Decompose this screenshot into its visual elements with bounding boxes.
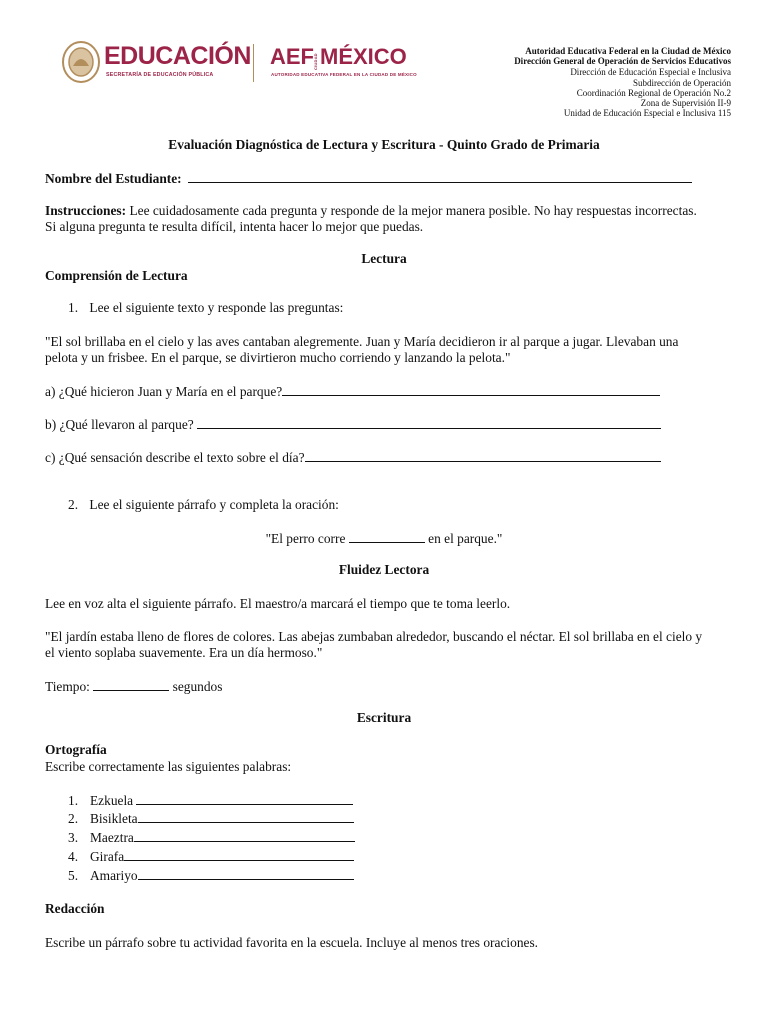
logo-educacion: EDUCACIÓN	[104, 42, 251, 70]
segundos-label: segundos	[172, 679, 223, 694]
question-1	[68, 300, 343, 317]
question-1-number: 1.	[68, 300, 79, 315]
word-answer-line[interactable]	[124, 848, 354, 861]
answer-c-line[interactable]	[305, 449, 661, 462]
word-text: Girafa	[90, 849, 125, 864]
word-answer-line[interactable]	[134, 829, 355, 842]
logo-aef-subtitle: AUTORIDAD EDUCATIVA FEDERAL EN LA CIUDAD DE MÉXICO	[271, 72, 417, 77]
word-number: 4.	[68, 849, 79, 864]
institution-line-5: Coordinación Regional de Operación No.2	[576, 88, 731, 98]
word-text: Maeztra	[90, 830, 134, 845]
redaccion-instructions: Escribe un párrafo sobre tu actividad favorita en la escuela. Incluye al menos tres oraciones.	[45, 935, 539, 950]
fluidez-instructions: Lee en voz alta el siguiente párrafo. El maestro/a marcará el tiempo que te toma leerlo.	[45, 596, 511, 611]
subsection-comprension: Comprensión de Lectura	[45, 268, 188, 283]
instructions-label: Instrucciones:	[45, 203, 127, 218]
question-2-sentence	[0, 530, 768, 548]
institution-line-6: Zona de Supervisión II-9	[640, 98, 731, 108]
passage-1-line-1: "El sol brillaba en el cielo y las aves cantaban alegremente. Juan y María decidieron ir al parque a jugar. Llevaban una	[45, 334, 679, 349]
question-a-text: a) ¿Qué hicieron Juan y María en el parque?	[45, 384, 283, 399]
word-text: Ezkuela	[90, 793, 134, 808]
question-a	[45, 383, 660, 401]
logo-aef: AEF	[270, 44, 314, 69]
word-item-3	[68, 829, 355, 847]
question-2-number: 2.	[68, 497, 79, 512]
institution-line-4: Subdirección de Operación	[633, 78, 731, 88]
subsection-ortografia: Ortografía	[45, 742, 107, 757]
institution-line-3: Dirección de Educación Especial e Inclusiva	[570, 67, 731, 77]
passage-2-line-1: "El jardín estaba lleno de flores de colores. Las abejas zumbaban alrededor, buscando el néctar. El sol brillaba en el cielo y	[45, 629, 703, 644]
section-fluidez: Fluidez Lectora	[338, 562, 430, 577]
word-answer-line[interactable]	[136, 792, 353, 805]
institution-line-7: Unidad de Educación Especial e Inclusiva 115	[563, 108, 731, 118]
answer-a-line[interactable]	[282, 383, 660, 396]
logo-educacion-subtitle: SECRETARÍA DE EDUCACIÓN PÚBLICA	[106, 72, 214, 78]
answer-b-line[interactable]	[197, 416, 661, 429]
instructions-line-1	[45, 203, 697, 220]
subsection-redaccion: Redacción	[45, 901, 105, 916]
logo-ciudad-small: CIUDAD	[313, 53, 318, 70]
student-name-line[interactable]	[188, 170, 692, 183]
section-lectura: Lectura	[361, 251, 407, 266]
word-item-5	[68, 867, 354, 885]
question-2-sentence-start: "El perro corre	[265, 531, 346, 546]
seal-icon	[61, 40, 101, 84]
word-number: 2.	[68, 811, 79, 826]
institution-line-1: Autoridad Educativa Federal en la Ciudad de México	[525, 46, 731, 56]
question-1-text: Lee el siguiente texto y responde las preguntas:	[89, 300, 344, 315]
instructions-text-1: Lee cuidadosamente cada pregunta y responde de la mejor manera posible. No hay respuestas incorrectas.	[129, 203, 697, 218]
institution-line-2: Dirección General de Operación de Servicios Educativos	[514, 56, 731, 66]
section-escritura: Escritura	[356, 710, 412, 725]
word-item-1	[68, 792, 353, 810]
word-item-2	[68, 810, 354, 828]
word-answer-line[interactable]	[138, 867, 354, 880]
student-name-label: Nombre del Estudiante:	[45, 171, 182, 186]
question-2-text: Lee el siguiente párrafo y completa la oración:	[89, 497, 339, 512]
word-number: 3.	[68, 830, 79, 845]
word-text: Bisikleta	[90, 811, 138, 826]
logo-divider	[253, 44, 254, 82]
ortografia-instructions: Escribe correctamente las siguientes palabras:	[45, 759, 292, 774]
question-2-blank[interactable]	[349, 530, 425, 543]
word-text: Amariyo	[90, 868, 138, 883]
tiempo-label: Tiempo:	[45, 679, 90, 694]
question-2	[68, 497, 339, 514]
question-c-text: c) ¿Qué sensación describe el texto sobre el día?	[45, 450, 305, 465]
question-c	[45, 449, 661, 467]
question-b	[45, 416, 661, 434]
word-item-4	[68, 848, 354, 866]
passage-2-line-2: el viento soplaba suavemente. Era un día hermoso."	[45, 645, 323, 660]
question-b-text: b) ¿Qué llevaron al parque?	[45, 417, 194, 432]
passage-1-line-2: pelota y un frisbee. En el parque, se divirtieron mucho corriendo y lanzando la pelota."	[45, 350, 511, 365]
word-answer-line[interactable]	[138, 810, 354, 823]
tiempo-blank[interactable]	[93, 678, 169, 691]
document-title: Evaluación Diagnóstica de Lectura y Escritura - Quinto Grado de Primaria	[168, 137, 600, 152]
word-number: 1.	[68, 793, 79, 808]
student-name-row	[45, 170, 692, 188]
tiempo-row	[45, 678, 222, 696]
question-2-sentence-end: en el parque."	[428, 531, 503, 546]
word-number: 5.	[68, 868, 79, 883]
instructions-text-2: Si alguna pregunta te resulta difícil, intenta hacer lo mejor que puedas.	[45, 219, 424, 234]
logo-mexico: MÉXICO	[320, 44, 407, 69]
